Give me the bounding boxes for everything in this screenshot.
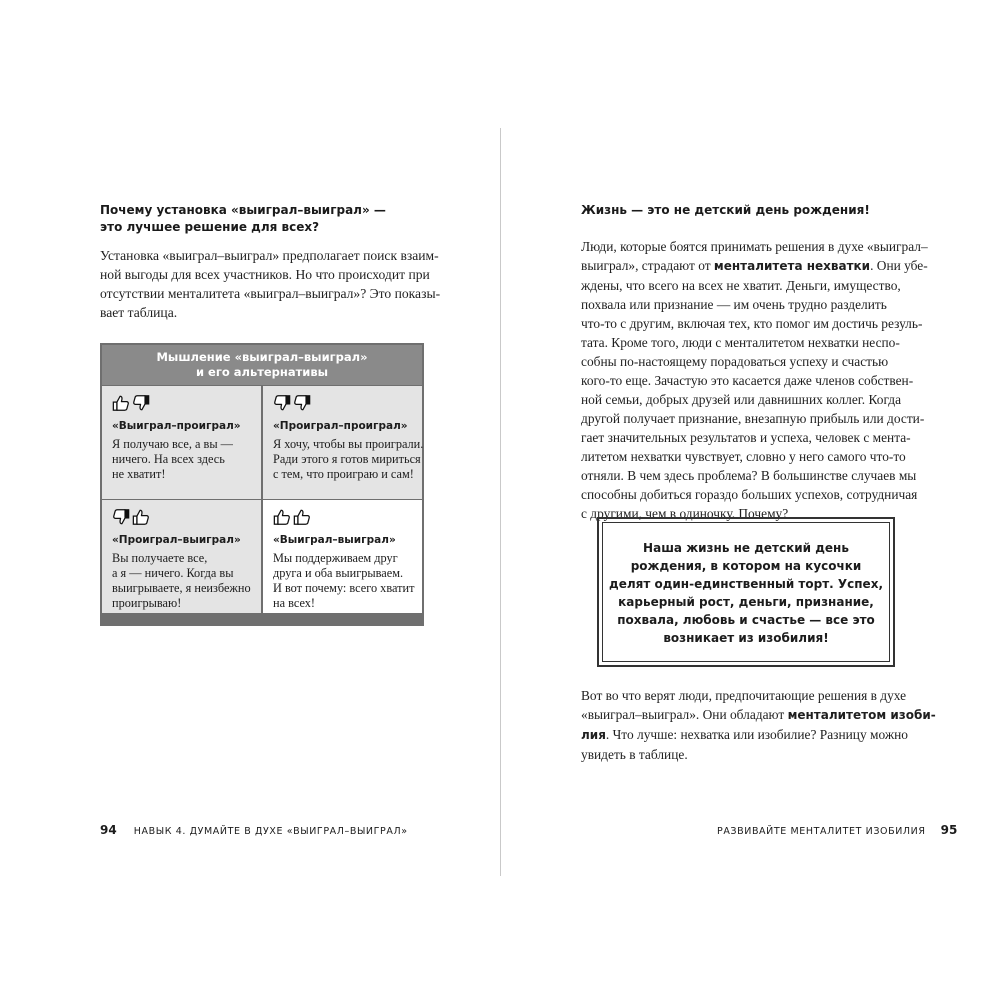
matrix-header-line: Мышление «выиграл–выиграл» [156, 350, 368, 364]
thumbs-down-icon [273, 394, 291, 412]
text-line: вает таблица. [100, 305, 178, 320]
text-run: выиграл», страдают от [581, 258, 714, 273]
matrix-header-line: и его альтернативы [195, 365, 329, 379]
heading-line: это лучшее решение для всех? [100, 220, 320, 234]
text-line: ной выгоды для всех участников. Но что происходит при [100, 267, 430, 282]
text-line: гает значительных результатов и успеха, человек с мента- [581, 430, 911, 445]
text-line: Ради этого я готов мириться [273, 452, 421, 466]
text-line: увидеть в таблице. [581, 747, 688, 762]
cell-title: «Проиграл–проиграл» [273, 420, 408, 432]
matrix-header [102, 345, 422, 385]
text-line: с другими, чем в одиночку. Почему? [581, 506, 789, 521]
text-line: Вы получаете все, [112, 551, 208, 565]
pull-quote-text [599, 539, 893, 647]
text-line: способны добиться гораздо больших успехов, сотрудничая [581, 487, 918, 502]
text-line: что-то с другим, включая тех, кто помог им достичь резуль- [581, 316, 923, 331]
section-heading: Жизнь — это не детский день рождения! [581, 203, 870, 217]
text-line: Я хочу, чтобы вы проиграли. [273, 437, 424, 451]
bold-term: менталитета нехватки [713, 259, 871, 273]
text-line: рождения, в котором на кусочки [630, 559, 862, 573]
cell-text [273, 437, 422, 482]
text-line: Я получаю все, а вы — [112, 437, 233, 451]
text-line: проигрываю! [112, 596, 182, 610]
intro-paragraph [100, 246, 440, 322]
bold-term: лия [581, 728, 606, 742]
text-line: ной семьи, добрых друзей или давнишних коллег. Когда [581, 392, 902, 407]
pull-quote-box [597, 517, 895, 667]
matrix-cell-win-win [263, 500, 422, 613]
cell-text [112, 551, 261, 611]
cell-title: «Выиграл–проиграл» [112, 420, 241, 432]
text-line: выигрываете, я неизбежно [112, 581, 251, 595]
bold-term: менталитетом изоби- [787, 708, 936, 722]
running-head: НАВЫК 4. ДУМАЙТЕ В ДУХЕ «ВЫИГРАЛ–ВЫИГРАЛ» [133, 826, 408, 837]
text-line: Установка «выиграл–выиграл» предполагает поиск взаим- [100, 248, 439, 263]
text-line: на всех! [273, 596, 315, 610]
text-line: собны по-настоящему порадоваться успеху и счастью [581, 354, 889, 369]
text-line: И вот почему: всего хватит [273, 581, 415, 595]
text-line: а я — ничего. Когда вы [112, 566, 234, 580]
text-line: похвала, любовь и счастье — все это [617, 613, 875, 627]
matrix-cell-win-lose [102, 386, 261, 499]
running-head: РАЗВИВАЙТЕ МЕНТАЛИТЕТ ИЗОБИЛИЯ [717, 826, 926, 837]
text-line: Наша жизнь не детский день [643, 541, 849, 555]
text-line [581, 256, 928, 276]
text-line: литетом нехватки чувствует, словно у него самого что-то [581, 449, 906, 464]
matrix-cell-lose-win [102, 500, 261, 613]
text-line: с тем, что проиграю и сам! [273, 467, 414, 481]
thumbs-up-icon [293, 508, 311, 526]
text-line: ждены, что всего на всех не хватит. Деньги, имущество, [581, 278, 901, 293]
text-line: ничего. На всех здесь [112, 452, 225, 466]
thumbs-up-icon [132, 508, 150, 526]
text-line: отняли. В чем здесь проблема? В большинстве случаев мы [581, 468, 917, 483]
page-number: 95 [940, 823, 958, 837]
text-line: отсутствии менталитета «выиграл–выиграл»? Это показы- [100, 286, 441, 301]
text-line: карьерный рост, деньги, признание, [618, 595, 874, 609]
text-line: не хватит! [112, 467, 166, 481]
section-heading [100, 202, 386, 236]
text-run: «выиграл–выиграл». Они обладают [581, 707, 788, 722]
thumbs-down-icon [293, 394, 311, 412]
cell-title: «Выиграл–выиграл» [273, 534, 396, 546]
text-line: тата. Кроме того, люди с менталитетом нехватки неспо- [581, 335, 900, 350]
left-footer [100, 819, 408, 838]
text-run: . Что лучше: нехватка или изобилие? Разницу можно [605, 727, 908, 742]
text-line: кого-то еще. Зачастую это касается даже членов собствен- [581, 373, 914, 388]
body-paragraph [581, 686, 936, 764]
right-page [501, 0, 1000, 1000]
text-run: . Они убе- [870, 258, 928, 273]
text-line: Вот во что верят люди, предпочитающие решения в духе [581, 688, 907, 703]
thumbs-down-icon [112, 508, 130, 526]
win-win-matrix [100, 343, 424, 626]
text-line: другой получает признание, внезапную прибыль или дости- [581, 411, 925, 426]
right-footer [717, 819, 957, 838]
text-line: друга и оба выигрываем. [273, 566, 404, 580]
body-paragraph [581, 237, 928, 523]
text-line: Люди, которые боятся принимать решения в духе «выиграл– [581, 239, 928, 254]
cell-title: «Проиграл–выиграл» [112, 534, 241, 546]
page-number: 94 [100, 823, 117, 837]
text-line: Мы поддерживаем друг [273, 551, 398, 565]
thumbs-down-icon [132, 394, 150, 412]
matrix-cell-lose-lose [263, 386, 422, 499]
thumbs-up-icon [273, 508, 291, 526]
heading-line: Почему установка «выиграл–выиграл» — [100, 203, 386, 217]
text-line [581, 725, 936, 745]
thumbs-up-icon [112, 394, 130, 412]
text-line: возникает из изобилия! [663, 631, 829, 645]
text-line [581, 705, 936, 725]
cell-text [112, 437, 261, 482]
text-line: делят один-единственный торт. Успех, [609, 577, 883, 591]
text-line: похвала или признание — им очень трудно разделить [581, 297, 887, 312]
cell-text [273, 551, 422, 611]
